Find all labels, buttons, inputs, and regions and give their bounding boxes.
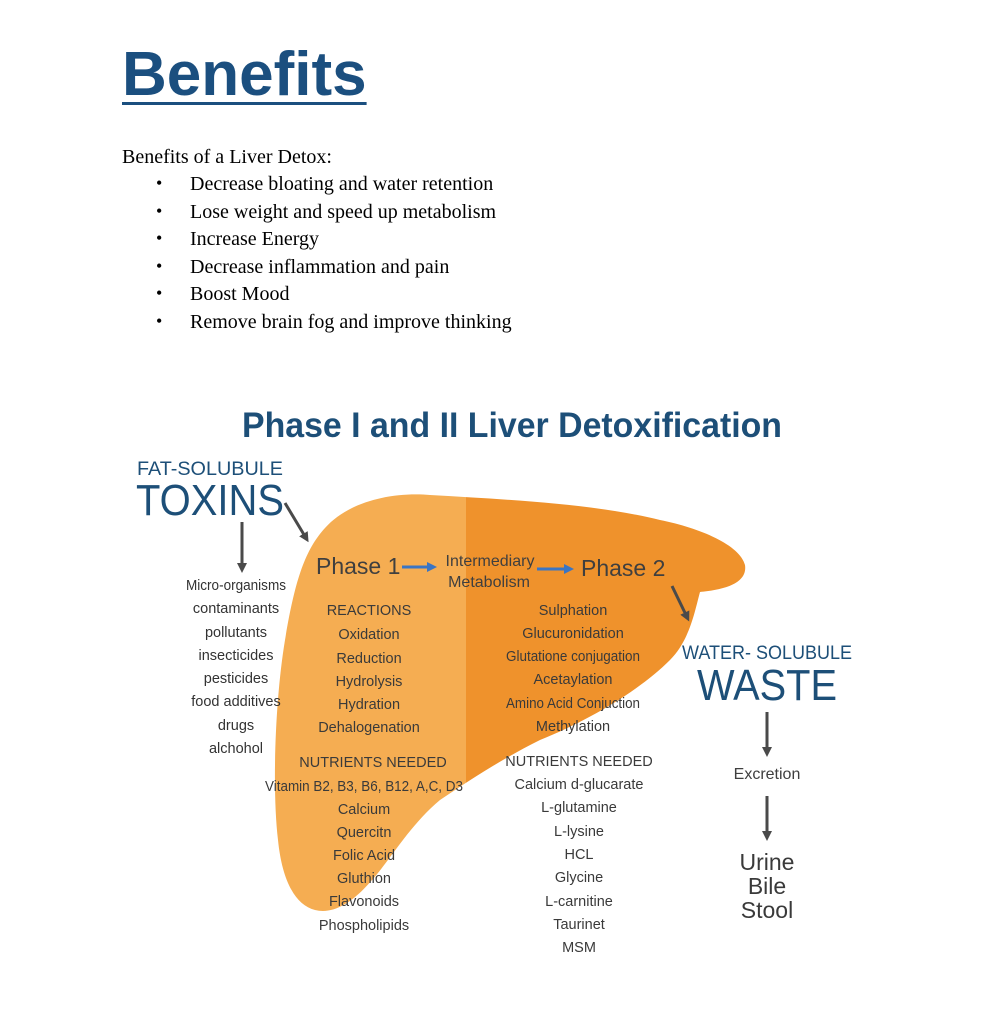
diagram-title: Phase I and II Liver Detoxification <box>242 406 782 445</box>
list-item: pesticides <box>203 671 269 687</box>
benefits-list <box>152 171 512 336</box>
list-item: Taurinet <box>553 917 605 933</box>
list-item: Flavonoids <box>328 894 400 910</box>
toxins-subtitle: FAT-SOLUBULE <box>137 459 283 480</box>
liver-detox-diagram <box>120 392 880 982</box>
list-item: Hydrolysis <box>335 674 403 690</box>
list-item: MSM <box>562 940 596 956</box>
list-item: Urine <box>739 849 795 875</box>
intermediary-label: Intermediary <box>445 553 535 570</box>
toxins-title: TOXINS <box>136 476 284 525</box>
list-item: Glycine <box>554 870 604 886</box>
list-item: Oxidation <box>338 627 400 643</box>
list-item <box>152 226 512 254</box>
list-item <box>152 254 512 282</box>
phase2-title: Phase 2 <box>581 555 666 581</box>
list-item: drugs <box>217 718 255 734</box>
bullet-icon: • <box>156 255 163 276</box>
bullet-icon: • <box>156 228 163 248</box>
phase2-nutrients <box>505 754 652 956</box>
nutrients-heading: NUTRIENTS NEEDED <box>299 755 447 771</box>
list-item: Amino Acid Conjuction <box>506 696 640 712</box>
list-item: food additives <box>191 694 281 710</box>
toxin-sources-list <box>186 578 286 757</box>
page-title: Benefits <box>122 40 367 109</box>
reactions-heading: REACTIONS <box>326 603 412 619</box>
list-item: Stool <box>740 897 794 923</box>
list-item: L-glutamine <box>541 800 617 816</box>
excretion-outputs <box>740 849 795 923</box>
list-item: HCL <box>564 847 594 863</box>
benefit-text: Decrease bloating and water retention <box>190 173 494 195</box>
list-item: Hydration <box>337 697 401 713</box>
benefit-text: Remove brain fog and improve thinking <box>190 310 512 333</box>
list-item: Quercitn <box>336 825 392 841</box>
list-item: alchohol <box>208 741 264 757</box>
bullet-icon: • <box>156 173 163 193</box>
bullet-icon: • <box>156 200 163 221</box>
list-item: pollutants <box>204 625 268 641</box>
list-item: Calcium d-glucarate <box>514 777 644 793</box>
waste-title: WASTE <box>697 661 837 710</box>
list-item: Reduction <box>336 651 402 667</box>
benefit-text: Boost Mood <box>190 283 290 305</box>
list-item: Dehalogenation <box>318 720 420 736</box>
excretion-label: Excretion <box>733 766 801 783</box>
list-item <box>152 171 512 199</box>
bullet-icon: • <box>156 310 163 331</box>
list-item: L-lysine <box>554 824 604 840</box>
benefit-text: Lose weight and speed up metabolism <box>190 200 497 223</box>
list-item: Phospholipids <box>318 918 410 934</box>
benefits-intro: Benefits of a Liver Detox: <box>122 146 332 168</box>
list-item <box>152 309 512 337</box>
benefit-text: Increase Energy <box>190 228 320 250</box>
list-item <box>152 199 512 227</box>
waste-subtitle: WATER- SOLUBULE <box>682 643 852 664</box>
list-item: Glutatione conjugation <box>506 649 640 665</box>
benefit-text: Decrease inflammation and pain <box>190 255 450 278</box>
list-item: Folic Acid <box>332 848 396 864</box>
list-item: Micro-organisms <box>186 578 286 594</box>
list-item: Bile <box>747 873 787 899</box>
metabolism-label: Metabolism <box>448 574 530 591</box>
list-item: Gluthion <box>336 871 392 887</box>
list-item: Calcium <box>337 802 391 818</box>
list-item: Glucuronidation <box>522 626 624 642</box>
list-item: insecticides <box>198 648 274 664</box>
toxins-to-phase1-arrow <box>285 503 306 538</box>
list-item <box>152 281 512 309</box>
list-item: Acetaylation <box>533 672 613 688</box>
phase1-title: Phase 1 <box>316 553 401 579</box>
list-item: Sulphation <box>538 603 608 619</box>
list-item: Methylation <box>535 719 611 735</box>
list-item: L-carnitine <box>545 894 613 910</box>
bullet-icon: • <box>156 283 163 303</box>
list-item: Vitamin B2, B3, B6, B12, A,C, D3 <box>265 779 463 795</box>
list-item: contaminants <box>192 601 280 617</box>
nutrients-heading: NUTRIENTS NEEDED <box>505 754 653 770</box>
